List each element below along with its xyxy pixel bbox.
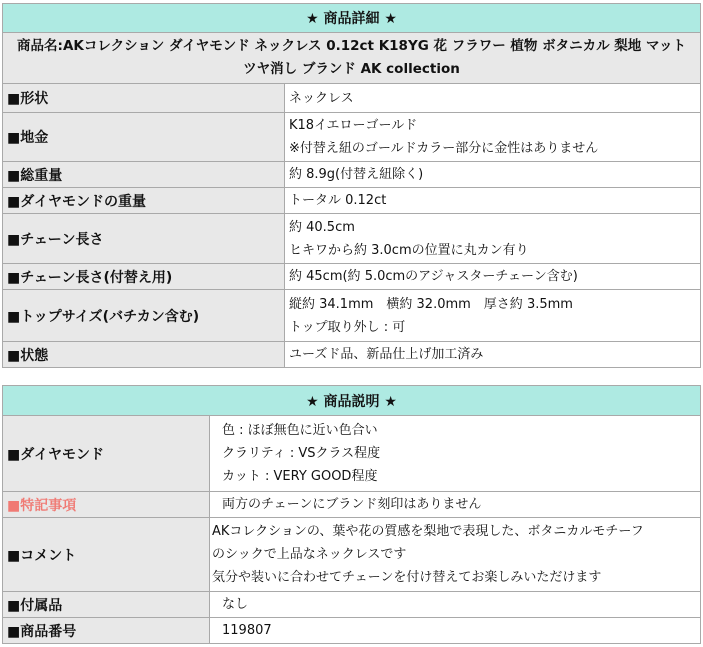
table-row — [3, 264, 701, 290]
product-description-table — [2, 385, 701, 644]
row-label-comment: ■コメント — [3, 518, 210, 592]
row-label-top-size: ■トップサイズ(バチカン含む) — [3, 290, 285, 342]
row-label-chain-length: ■チェーン長さ — [3, 214, 285, 264]
table-row — [3, 188, 701, 214]
row-value-shape: ネックレス — [285, 84, 701, 113]
row-label-condition: ■状態 — [3, 342, 285, 368]
row-value-diamond: 色 : ほぼ無色に近い色合い クラリティ : VSクラス程度 カット : VERY GOOD程度 — [210, 416, 701, 492]
table-row — [3, 592, 701, 618]
row-label-accessories: ■付属品 — [3, 592, 210, 618]
row-label-special-notes: ■特記事項 — [3, 492, 210, 518]
product-details-table — [2, 3, 701, 368]
row-value-product-number: 119807 — [210, 618, 701, 644]
row-value-chain-length: 約 40.5cm ヒキワから約 3.0cmの位置に丸カン有り — [285, 214, 701, 264]
table-row — [3, 214, 701, 264]
table-row — [3, 492, 701, 518]
product-name: 商品名:AKコレクション ダイヤモンド ネックレス 0.12ct K18YG 花 フラワー 植物 ボタニカル 梨地 マット ツヤ消し ブランド AK collection — [3, 33, 701, 84]
table-row — [3, 290, 701, 342]
row-value-top-size: 縦約 34.1mm 横約 32.0mm 厚さ約 3.5mm トップ取り外し : 可 — [285, 290, 701, 342]
table-row — [3, 162, 701, 188]
row-label-product-number: ■商品番号 — [3, 618, 210, 644]
row-label-metal: ■地金 — [3, 113, 285, 162]
row-label-diamond: ■ダイヤモンド — [3, 416, 210, 492]
row-value-comment: AKコレクションの、葉や花の質感を梨地で表現した、ボタニカルモチーフ のシックで上品なネックレスです 気分や装いに合わせてチェーンを付け替えてお楽しみいただけます — [210, 518, 701, 592]
table-row — [3, 84, 701, 113]
row-label-shape: ■形状 — [3, 84, 285, 113]
row-value-condition: ユーズド品、新品仕上げ加工済み — [285, 342, 701, 368]
table-row — [3, 113, 701, 162]
description-header: ★ 商品説明 ★ — [3, 386, 701, 416]
table-row — [3, 416, 701, 492]
row-label-total-weight: ■総重量 — [3, 162, 285, 188]
row-label-diamond-weight: ■ダイヤモンドの重量 — [3, 188, 285, 214]
row-value-special-notes: 両方のチェーンにブランド刻印はありません — [210, 492, 701, 518]
row-value-total-weight: 約 8.9g(付替え紐除く) — [285, 162, 701, 188]
table-row — [3, 518, 701, 592]
row-value-diamond-weight: トータル 0.12ct — [285, 188, 701, 214]
details-header: ★ 商品詳細 ★ — [3, 4, 701, 33]
table-row — [3, 618, 701, 644]
row-value-metal: K18イエローゴールド ※付替え紐のゴールドカラー部分に金性はありません — [285, 113, 701, 162]
row-label-replacement-chain: ■チェーン長さ(付替え用) — [3, 264, 285, 290]
table-row — [3, 342, 701, 368]
row-value-accessories: なし — [210, 592, 701, 618]
row-value-replacement-chain: 約 45cm(約 5.0cmのアジャスターチェーン含む) — [285, 264, 701, 290]
